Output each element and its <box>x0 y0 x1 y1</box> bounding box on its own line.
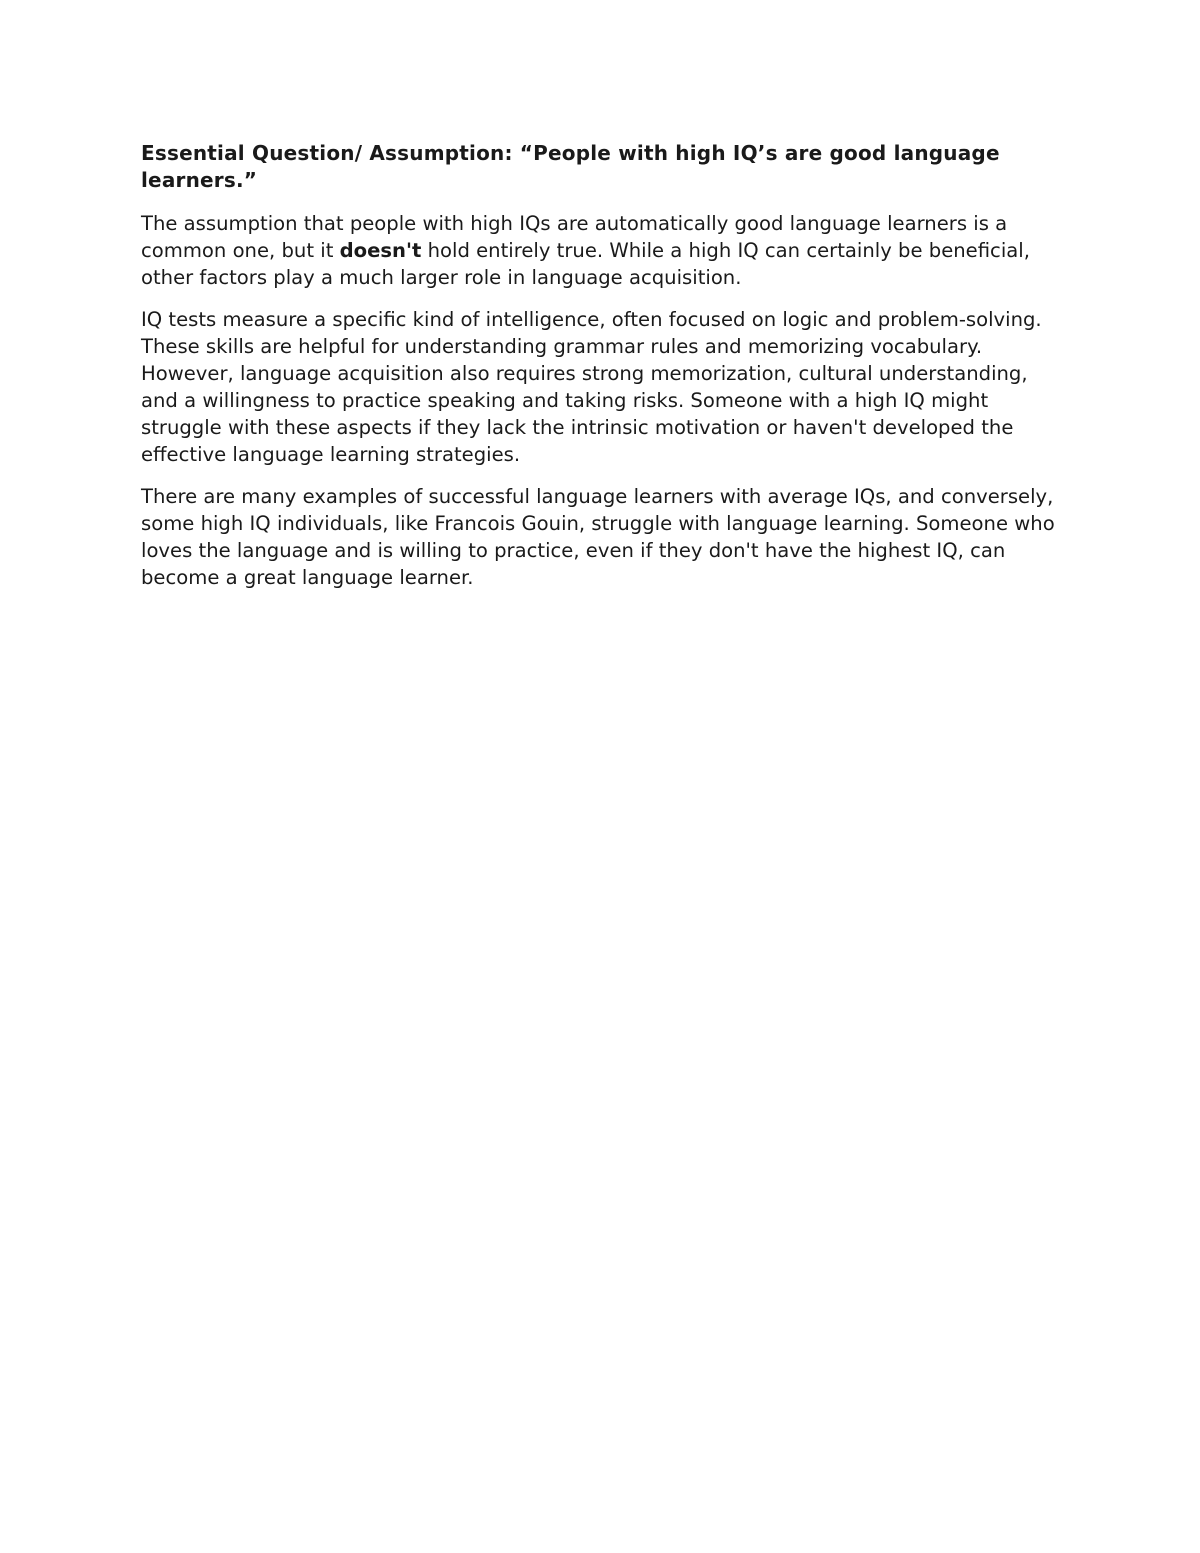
paragraph-3: There are many examples of successful language learners with average IQs, and conversely, some high IQ individuals, like Francois Gouin, struggle with language learning. Someone who loves the language and is willing to practice, even if they don't have the highest IQ, can become a great language learner. <box>141 485 1055 589</box>
paragraph-1-text-end: hold entirely true. While a high IQ can certainly be beneficial, other factors play a much larger role in language acquisition. <box>141 239 1030 289</box>
paragraph-1-text-start: The assumption that people with high IQs are automatically good language learners is a common one, but it <box>141 212 1008 262</box>
paragraph-2: IQ tests measure a specific kind of intelligence, often focused on logic and problem-solving. These skills are helpful for understanding grammar rules and memorizing vocabulary. However, language acquisition also requires strong memorization, cultural understanding, and a willingness to practice speaking and taking risks. Someone with a high IQ might struggle with these aspects if they lack the intrinsic motivation or haven't developed the effective language learning strategies. <box>141 308 1042 466</box>
paragraph-1 <box>141 210 1061 291</box>
paragraph-1-emphasis: doesn't <box>339 239 422 262</box>
document-body <box>141 140 1061 606</box>
essential-question-heading: Essential Question/ Assumption: “People with high IQ’s are good language learners.” <box>141 141 1000 192</box>
